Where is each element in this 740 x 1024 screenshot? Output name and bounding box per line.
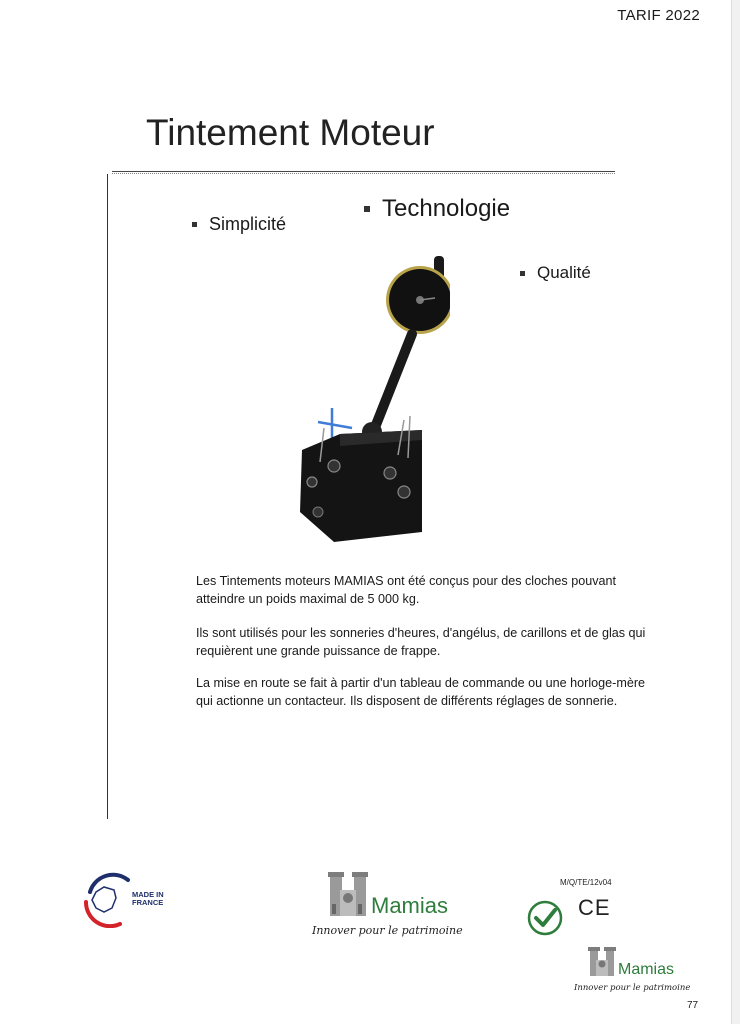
title-divider bbox=[112, 171, 615, 172]
bullet-square-icon bbox=[192, 222, 197, 227]
tarif-header: TARIF 2022 bbox=[617, 7, 700, 24]
bullet-label: Simplicité bbox=[209, 214, 287, 234]
bullet-technologie bbox=[364, 195, 510, 223]
bullet-label: Qualité bbox=[537, 263, 591, 282]
title-divider-dotted bbox=[112, 173, 615, 174]
page-edge bbox=[731, 0, 740, 1024]
ce-mark: CE bbox=[578, 895, 611, 920]
bullet-label: Technologie bbox=[382, 195, 511, 222]
document-reference: M/Q/TE/12v04 bbox=[560, 878, 612, 887]
description-paragraph: Les Tintements moteurs MAMIAS ont été conçus pour des cloches pouvant atteindre un poids maximal de 5 000 kg. bbox=[196, 574, 617, 606]
page-title: Tintement Moteur bbox=[146, 112, 435, 153]
brand-tagline: Innover pour le patrimoine bbox=[312, 924, 463, 937]
brand-name: Mamias bbox=[371, 893, 449, 918]
bullet-square-icon bbox=[520, 271, 525, 276]
brand-name-small: Mamias bbox=[618, 961, 675, 978]
left-border-line bbox=[107, 174, 108, 819]
motor-product-image bbox=[290, 250, 450, 550]
bullet-simplicite bbox=[192, 214, 286, 235]
description-paragraph: Ils sont utilisés pour les sonneries d'heures, d'angélus, de carillons et de glas qui requièrent une grande puissance de frappe. bbox=[196, 626, 646, 658]
bullet-qualite bbox=[520, 263, 591, 283]
rohs-check-icon bbox=[527, 900, 563, 936]
made-in-france-label: MADE IN FRANCE bbox=[132, 890, 164, 907]
brand-tagline-small: Innover pour le patrimoine bbox=[574, 983, 691, 993]
bullet-square-icon bbox=[364, 206, 370, 212]
description-paragraph: La mise en route se fait à partir d'un tableau de commande ou une horloge-mère qui actionne un contacteur. Ils disposent de différents réglages de sonnerie. bbox=[196, 676, 646, 708]
page-number: 77 bbox=[687, 1000, 699, 1011]
